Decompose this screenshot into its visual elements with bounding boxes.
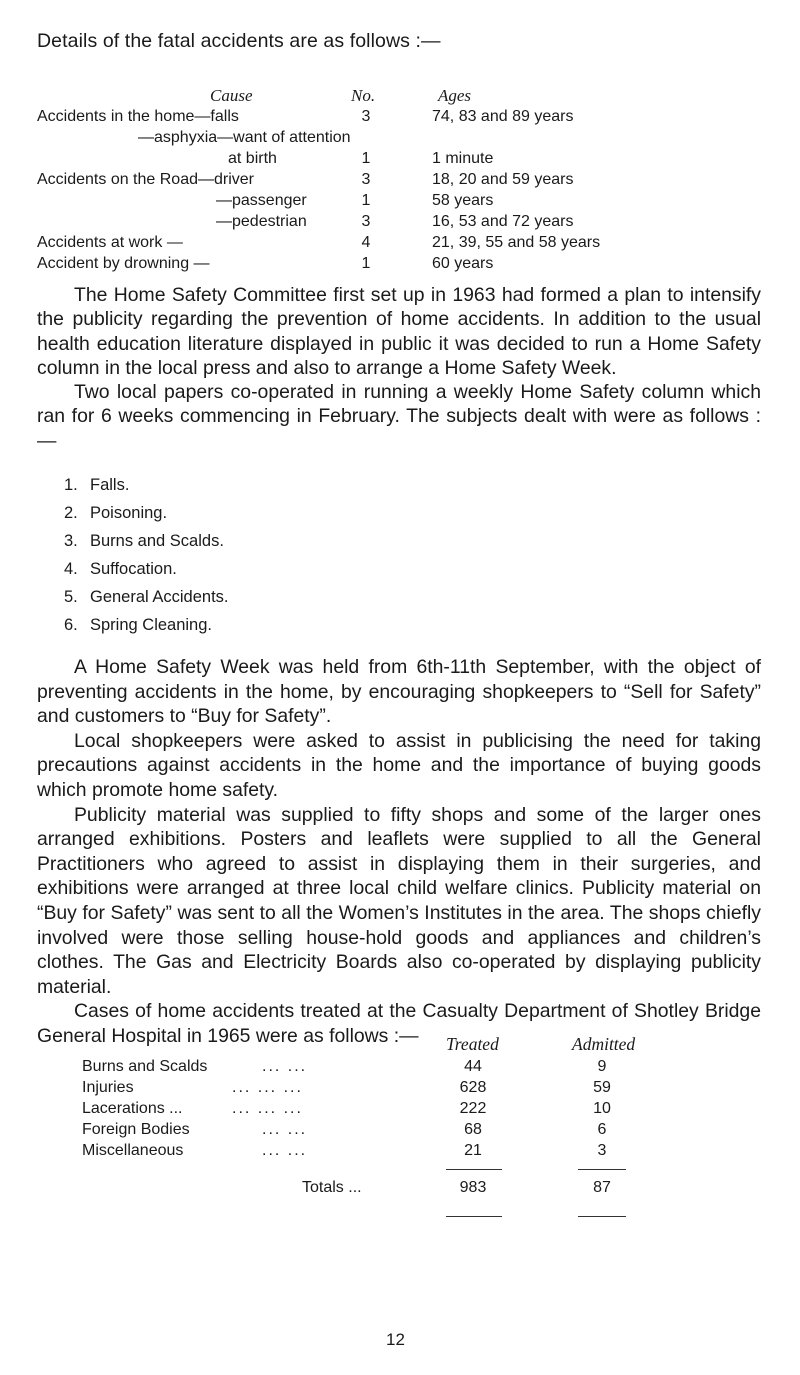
number-cell: 3 — [361, 213, 371, 230]
ages-cell: 21, 39, 55 and 58 years — [432, 234, 601, 251]
ages-cell: 16, 53 and 72 years — [432, 213, 574, 230]
admitted-cell: 59 — [593, 1079, 611, 1096]
leader-dots: ... ... — [262, 1121, 308, 1138]
table-row — [0, 1079, 800, 1100]
page-number: 12 — [386, 1330, 405, 1349]
paragraph: Publicity material was supplied to fifty shops and some of the larger ones arranged exhibitions. Posters and leaflets were supplied to all the General Practitioners who agreed to assist in displaying them in their surgeries, and exhibitions were arranged at three local child welfare clinics. Publicity material on “Buy for Safety” was sent to all the Women’s Institutes in the area. The shops chiefly involved were those selling house-hold goods and appliances and children’s clothes. The Gas and Electricity Boards also co-operated by displaying publicity material. — [37, 803, 761, 998]
leader-dots: ... ... — [262, 1142, 308, 1159]
table-row — [0, 213, 800, 234]
table-row — [0, 1100, 800, 1121]
leader-dots: ... ... ... — [232, 1079, 303, 1096]
category-cell: Lacerations ... — [82, 1100, 183, 1117]
ages-cell: 1 minute — [432, 150, 494, 167]
table-row — [0, 171, 800, 192]
category-cell: Miscellaneous — [82, 1142, 184, 1159]
list-item: 6. Spring Cleaning. — [64, 616, 212, 634]
treated-cell: 222 — [459, 1100, 487, 1117]
number-cell: 3 — [361, 108, 371, 125]
category-cell: Burns and Scalds — [82, 1058, 208, 1075]
table-row — [0, 192, 800, 213]
totals-admitted: 87 — [593, 1179, 611, 1196]
ages-cell: 60 years — [432, 255, 494, 272]
list-item: 1. Falls. — [64, 476, 130, 494]
admitted-cell: 9 — [597, 1058, 607, 1075]
column-subjects-list — [64, 476, 229, 644]
category-cell: Foreign Bodies — [82, 1121, 190, 1138]
cause-cell: Accident by drowning — — [37, 255, 210, 272]
table-row — [0, 1121, 800, 1142]
header-cause: Cause — [210, 86, 253, 105]
fatal-table-header — [0, 86, 800, 108]
admitted-cell: 6 — [597, 1121, 607, 1138]
header-ages: Ages — [438, 86, 472, 105]
number-cell: 1 — [361, 255, 371, 272]
cause-cell: —pedestrian — [216, 213, 307, 230]
paragraph: A Home Safety Week was held from 6th-11th September, with the object of preventing accidents in the home, by encouraging shopkeepers to “Sell for Safety” and customers to “Buy for Safety”. — [37, 656, 761, 728]
cause-cell: —passenger — [216, 192, 307, 209]
table-row — [0, 150, 800, 171]
fatal-accidents-table — [0, 86, 800, 276]
list-item: 4. Suffocation. — [64, 560, 177, 578]
ages-cell: 74, 83 and 89 years — [432, 108, 574, 125]
admitted-cell: 3 — [597, 1142, 607, 1159]
cause-cell: —asphyxia—want of attention — [138, 129, 351, 146]
paragraph: Local shopkeepers were asked to assist in publicising the need for taking precautions against accidents in the home and the importance of buying goods which promote home safety. — [37, 729, 761, 801]
subtotal-rule — [446, 1169, 502, 1170]
list-item: 5. General Accidents. — [64, 588, 229, 606]
treated-cell: 628 — [459, 1079, 487, 1096]
table-row — [0, 129, 800, 150]
cause-cell: Accidents in the home—falls — [37, 108, 239, 125]
casualty-table — [0, 1034, 800, 1200]
leader-dots: ... ... — [262, 1058, 308, 1075]
cause-cell: Accidents on the Road—driver — [37, 171, 254, 188]
category-cell: Injuries — [82, 1079, 134, 1096]
table-row — [0, 234, 800, 255]
fatal-accidents-intro: Details of the fatal accidents are as follows :— — [37, 30, 441, 52]
home-safety-committee-text — [37, 283, 761, 453]
cause-cell: Accidents at work — — [37, 234, 183, 251]
number-cell: 1 — [361, 192, 371, 209]
table-row — [0, 108, 800, 129]
paragraph: Two local papers co-operated in running a weekly Home Safety column which ran for 6 weeks commencing in February. The subjects dealt with were as follows :— — [37, 381, 761, 452]
total-rule — [578, 1216, 626, 1217]
number-cell: 1 — [361, 150, 371, 167]
list-item: 2. Poisoning. — [64, 504, 168, 522]
subtotal-rule — [578, 1169, 626, 1170]
totals-row — [0, 1179, 800, 1200]
total-rule — [446, 1216, 502, 1217]
admitted-cell: 10 — [593, 1100, 611, 1117]
table-row — [0, 1142, 800, 1163]
treated-cell: 68 — [464, 1121, 482, 1138]
home-safety-week-text — [37, 655, 761, 1049]
number-cell: 3 — [361, 171, 371, 188]
treated-cell: 21 — [464, 1142, 482, 1159]
header-no: No. — [351, 86, 376, 105]
number-cell: 4 — [361, 234, 371, 251]
casualty-table-header — [0, 1034, 800, 1058]
header-admitted: Admitted — [572, 1034, 636, 1054]
totals-treated: 983 — [459, 1179, 487, 1196]
cause-cell: at birth — [228, 150, 277, 167]
table-row — [0, 1058, 800, 1079]
list-item: 3. Burns and Scalds. — [64, 532, 224, 550]
header-treated: Treated — [446, 1034, 499, 1054]
totals-label: Totals ... — [302, 1179, 362, 1196]
treated-cell: 44 — [464, 1058, 482, 1075]
ages-cell: 18, 20 and 59 years — [432, 171, 574, 188]
paragraph: Cases of home accidents treated at the Casualty Department of Shotley Bridge General Hospital in 1965 were as follows :— — [37, 1000, 761, 1047]
table-row — [0, 255, 800, 276]
ages-cell: 58 years — [432, 192, 494, 209]
leader-dots: ... ... ... — [232, 1100, 303, 1117]
paragraph: The Home Safety Committee first set up in 1963 had formed a plan to intensify the publicity regarding the prevention of home accidents. In addition to the usual health education literature displayed in public it was decided to run a Home Safety column in the local press and also to arrange a Home Safety Week. — [37, 284, 761, 379]
